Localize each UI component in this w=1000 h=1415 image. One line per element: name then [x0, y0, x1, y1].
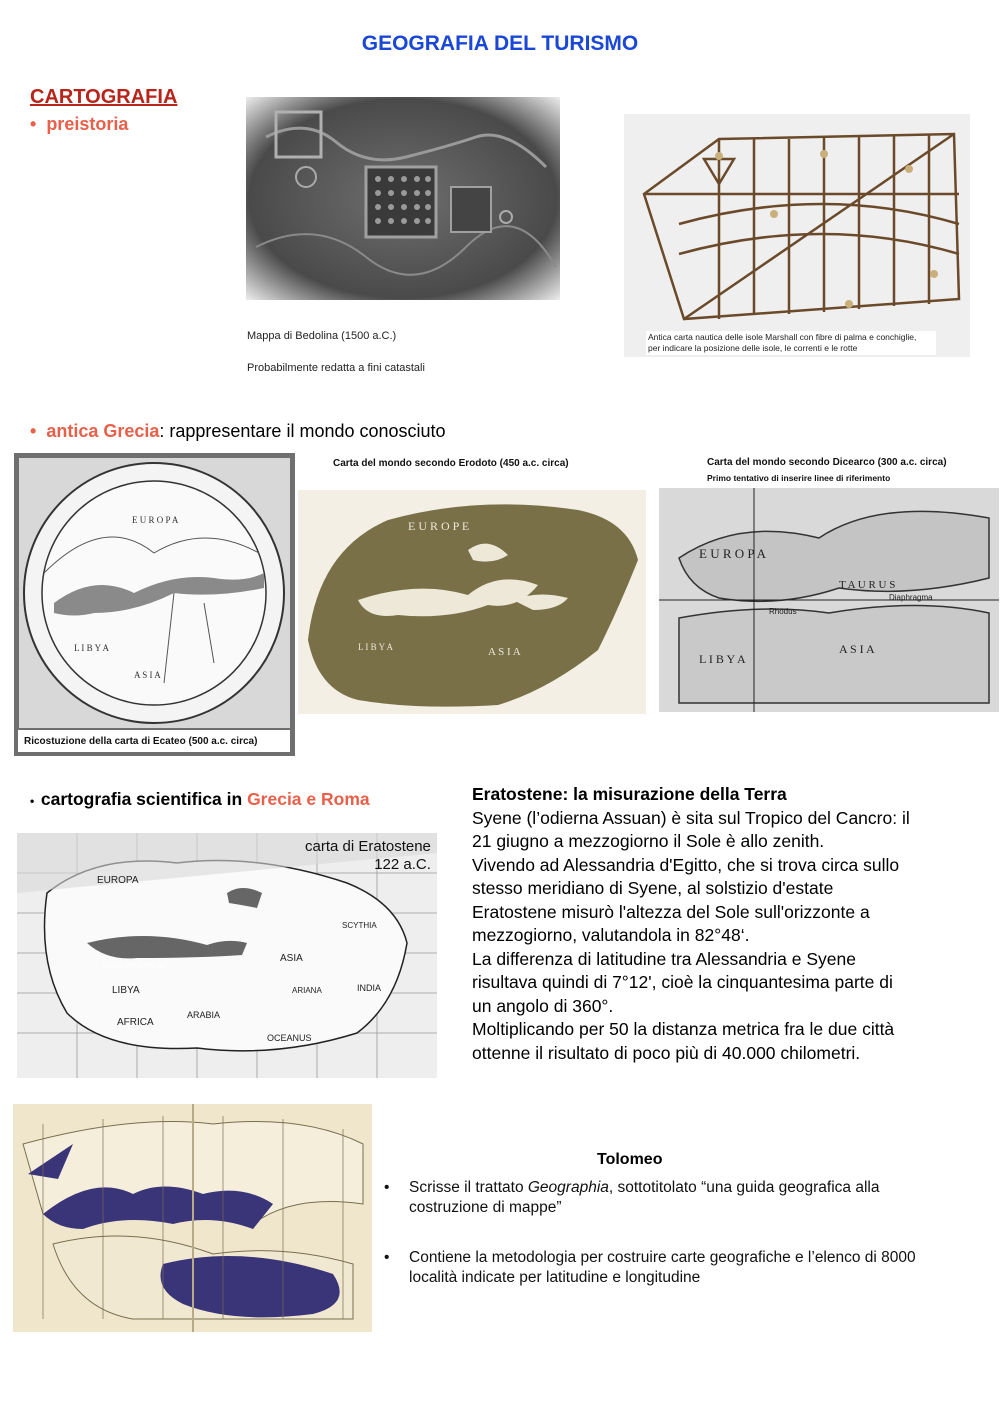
marshall-caption-box [646, 331, 936, 355]
eratostene-line: un angolo di 360°. [472, 995, 614, 1016]
eratostene-line: Vivendo ad Alessandria d'Egitto, che si trova circa sullo [472, 854, 900, 875]
bullet-highlight: antica Grecia [46, 421, 160, 441]
bullet-highlight: Grecia e Roma [247, 789, 370, 809]
eratostene-text-block [472, 783, 992, 1065]
eratostene-label-india: INDIA [357, 983, 382, 993]
eratostene-line: Eratostene misurò l'altezza del Sole sull'orizzonte a [472, 901, 870, 922]
eratostene-line: risultava quindi di 7°12', cioè la cinquantesima parte di [472, 972, 893, 992]
tolomeo-bullet1-line2: costruzione di mappe” [409, 1199, 562, 1216]
eratostene-label-oceanus: OCEANUS [267, 1033, 312, 1043]
ecateo-caption: Ricostuzione della carta di Ecateo (500 a.c. circa) [24, 735, 258, 747]
eratostene-line: mezzogiorno, valutandola in 82°48‘. [472, 925, 750, 945]
eratostene-line: Moltiplicando per 50 la distanza metrica fra le due città [472, 1019, 895, 1039]
tolomeo-bullet1-pre: Scrisse il trattato [409, 1179, 528, 1196]
erodoto-caption: Carta del mondo secondo Erodoto (450 a.c. circa) [333, 458, 569, 469]
dicearco-caption-2: Primo tentativo di inserire linee di riferimento [707, 473, 891, 483]
eratostene-line: stesso meridiano di Syene, al solstizio d'estate [472, 878, 834, 898]
marshall-chart-image [624, 114, 970, 357]
tolomeo-bullet1-italic: Geographia [527, 1179, 609, 1196]
erodoto-map-image [298, 490, 646, 714]
ecateo-caption-box [18, 730, 290, 752]
eratostene-line: Syene (l’odierna Assuan) è sita sul Tropico del Cancro: il [472, 807, 910, 828]
bullet-dot: • [384, 1179, 390, 1196]
eratostene-label-asia: ASIA [280, 953, 303, 964]
tolomeo-bullet2-line1: Contiene la metodologia per costruire carte geografiche e l’elenco di 8000 [409, 1249, 916, 1266]
eratostene-map-title-2: 122 a.C. [374, 856, 431, 873]
dicearco-map-image [659, 488, 999, 712]
tolomeo-map-image [13, 1104, 372, 1332]
tolomeo-bullet-1 [384, 1178, 984, 1218]
section-title: CARTOGRAFIA [30, 86, 178, 108]
eratostene-label-scythia: SCYTHIA [342, 921, 377, 930]
dicearco-label-diaphragma: Diaphragma [889, 593, 933, 602]
eratostene-map-title [305, 838, 431, 874]
dicearco-label-rhodus: Rhodus [769, 607, 797, 616]
bedolina-caption-1: Mappa di Bedolina (1500 a.C.) [247, 330, 397, 342]
eratostene-label-africa: AFRICA [117, 1017, 154, 1028]
eratostene-label-arabia: ARABIA [187, 1010, 221, 1020]
eratostene-line: 21 giugno a mezzogiorno il Sole è allo zenith. [472, 831, 825, 851]
eratostene-label-mare-internum: MARE INTERNUM [102, 961, 166, 970]
bullet-rest: : rappresentare il mondo conosciuto [159, 421, 446, 441]
eratostene-label-europa: EUROPA [97, 875, 139, 886]
bullet-dot: • [384, 1249, 390, 1266]
tolomeo-bullet-2 [384, 1248, 994, 1288]
bullet-antica-grecia [30, 421, 446, 442]
dicearco-label-asia: A S I A [839, 642, 875, 656]
bullet-label: preistoria [46, 114, 129, 134]
dicearco-label-libya: L I B Y A [699, 652, 746, 666]
bedolina-caption-2: Probabilmente redatta a fini catastali [247, 362, 425, 374]
bullet-preistoria [30, 114, 128, 135]
eratostene-heading: Eratostene: la misurazione della Terra [472, 784, 787, 804]
bullet-dot: • [30, 114, 47, 134]
bullet-text: cartografia scientifica in [40, 789, 248, 809]
marshall-caption-2: per indicare la posizione delle isole, le correnti e le rotte [648, 343, 858, 353]
eratostene-label-libya: LIBYA [112, 985, 140, 996]
tolomeo-bullet1-post: , sottotitolato “una guida geografica alla [608, 1179, 880, 1196]
eratostene-map-image [17, 833, 437, 1078]
erodoto-label-asia: A S I A [488, 646, 521, 658]
dicearco-label-taurus: T A U R U S [839, 579, 896, 591]
ecateo-label-europa: E U R O P A [132, 515, 179, 525]
ecateo-map-image [14, 453, 295, 756]
tolomeo-heading: Tolomeo [597, 1151, 663, 1168]
erodoto-label-libya: L I B Y A [358, 642, 393, 652]
dicearco-label-europa: E U R O P A [699, 546, 767, 561]
bullet-dot: • [30, 794, 41, 808]
bullet-scientifica [30, 789, 370, 810]
eratostene-label-ariana: ARIANA [292, 986, 322, 995]
tolomeo-bullet2-line2: località indicate per latitudine e longitudine [409, 1269, 701, 1286]
eratostene-line: La differenza di latitudine tra Alessandria e Syene [472, 948, 856, 969]
page-title: GEOGRAFIA DEL TURISMO [361, 32, 639, 55]
eratostene-line: ottenne il risultato di poco più di 40.000 chilometri. [472, 1042, 861, 1063]
ecateo-label-asia: A S I A [134, 670, 161, 680]
bullet-dot: • [30, 421, 47, 441]
erodoto-label-europe: E U R O P E [408, 519, 470, 533]
dicearco-caption-1: Carta del mondo secondo Dicearco (300 a.c. circa) [707, 457, 947, 468]
bedolina-map-image [246, 97, 560, 300]
eratostene-map-title-1: carta di Eratostene [305, 838, 431, 855]
marshall-caption-1: Antica carta nautica delle isole Marshall con fibre di palma e conchiglie, [648, 332, 917, 342]
ecateo-label-libya: L I B Y A [74, 643, 109, 653]
